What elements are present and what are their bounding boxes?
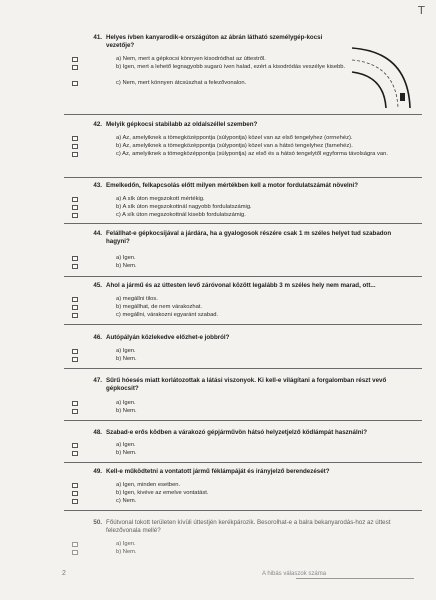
option-text: c) Nem, mert könnyen átcsúszhat a felezővonalon. [116,80,247,86]
options-44 [0,255,436,271]
option [0,482,436,490]
option-text: a) Igen. [116,348,136,354]
divider [64,462,422,463]
option-text: a) A sík úton megszokott mértékig. [116,196,205,202]
option [0,204,436,212]
options-49 [0,482,436,506]
answer-checkbox[interactable] [72,491,78,496]
answer-checkbox[interactable] [72,256,78,261]
options-50 [0,541,436,557]
option-text: c) Nem. [116,498,137,504]
wrong-answers-label: A hibás válaszok száma [262,571,327,577]
answer-checkbox[interactable] [72,349,78,354]
divider [64,177,422,178]
answer-checkbox[interactable] [72,451,78,456]
question-number: 47. [93,377,102,384]
option-text: c) Az, amelyiknek a tömegközéppontja (súlypontja) az első és a hátsó tengelytől egyforma távolságra van. [116,151,388,157]
answer-checkbox[interactable] [72,499,78,504]
question-text: Emelkedőn, felkapcsolás előtt milyen mértékben kell a motor fordulatszámát növelni? [106,182,359,189]
answer-checkbox[interactable] [72,305,78,310]
divider [64,324,422,325]
answer-checkbox[interactable] [72,81,78,86]
question-text: Szabad-e erős ködben a várakozó gépjárművön hátsó helyzetjelző ködlámpát használni? [106,429,367,436]
answer-checkbox[interactable] [72,152,78,157]
question-text: Főútvonal tokott területen kívüli úttestjén kerékpározik. Besorolhat-e a balra bekanyarodás-hoz az úttest felezővonala mellé? [106,519,391,534]
score-line[interactable] [296,578,414,579]
option [0,348,436,356]
question-number: 48. [93,429,102,436]
page-number: 2 [62,570,66,577]
option-text: c) megállni, várakozni egyaránt szabad. [116,312,219,318]
answer-checkbox[interactable] [72,443,78,448]
question-number: 41. [93,34,102,41]
answer-checkbox[interactable] [72,213,78,218]
option [0,541,436,549]
question-text: Felállhat-e gépkocsijával a járdára, ha a gyalogosok részére csak 1 m széles helyet tud szabadon hagyni? [106,230,392,245]
option [0,400,436,408]
options-43 [0,196,436,220]
option [0,312,436,320]
option-text: a) Igen. [116,442,136,448]
option [0,408,436,416]
divider [64,276,422,277]
question-text: Kell-e működtetni a vontatott jármű féklámpáját és irányjelző berendezését? [106,468,330,475]
page-footer [0,566,436,586]
options-46 [0,348,436,364]
option-text: a) Igen. [116,541,136,547]
answer-checkbox[interactable] [72,197,78,202]
answer-checkbox[interactable] [72,401,78,406]
corner-mark: T [418,4,425,17]
question-number: 46. [93,334,102,341]
option [0,296,436,304]
option-text: a) Igen. [116,255,136,261]
option-text: b) Igen, kivéve az emelve vontatást. [116,490,209,496]
answer-checkbox[interactable] [72,57,78,62]
question-text: Ahol a jármű és az úttesten levő záróvonal között legalább 3 m széles hely nem marad, ott... [106,282,376,289]
answer-checkbox[interactable] [72,65,78,70]
option-text: a) Igen. [116,400,136,406]
question-number: 43. [93,182,102,189]
option [0,498,436,506]
question-text: Melyik gépkocsi stabilabb az oldalszéllel szemben? [106,121,258,128]
question-number: 44. [93,230,102,237]
question-number: 50. [93,519,102,526]
answer-checkbox[interactable] [72,542,78,547]
question-text: Sűrű hóesés miatt korlátozottak a látási viszonyok. Ki kell-e világítani a forgalomban részt vevő gépkocsit? [106,377,387,392]
option [0,263,436,271]
option [0,135,436,143]
option-text: a) Nem, mert a gépkocsi könnyen kisodródhat az úttestről. [116,56,266,62]
option-text: b) megállhat, de nem várakozhat. [116,304,203,310]
answer-checkbox[interactable] [72,205,78,210]
divider [64,510,422,511]
answer-checkbox[interactable] [72,136,78,141]
option [0,143,436,151]
answer-checkbox[interactable] [72,550,78,555]
option-text: b) Nem. [116,408,137,414]
option-text: b) Nem. [116,549,137,555]
option [0,490,436,498]
option-text: b) Nem. [116,450,137,456]
option-text: a) Igen, minden esetben. [116,482,181,488]
option-text: a) megállni tilos. [116,296,158,302]
option [0,151,436,167]
option-text: b) Nem. [116,356,137,362]
option-text: b) Nem. [116,263,137,269]
option [0,196,436,204]
question-number: 45. [93,282,102,289]
option [0,442,436,450]
option [0,212,436,220]
options-45 [0,296,436,320]
divider [64,368,422,369]
question-number: 49. [93,468,102,475]
answer-checkbox[interactable] [72,483,78,488]
divider [64,420,422,421]
divider [64,223,422,224]
answer-checkbox[interactable] [72,264,78,269]
answer-checkbox[interactable] [72,144,78,149]
options-42 [0,135,436,167]
answer-checkbox[interactable] [72,313,78,318]
option [0,356,436,364]
option-text: b) Az, amelyiknek a tömegközéppontja (súlypontja) közel van a hátsó tengelyhez (farnehéz). [116,143,353,149]
question-text: Autópályán közlekedve előzhet-e jobbról? [106,334,230,341]
curve-road-diagram [350,46,414,110]
car-icon [400,93,405,101]
option-text: b) Igen, mert a lehető legnagyobb sugarú íven halad, ezért a kisodródás veszélye kisebb. [116,64,346,70]
option [0,549,436,557]
option-text: b) A sík úton megszokottnál nagyobb fordulatszámig. [116,204,252,210]
answer-checkbox[interactable] [72,357,78,362]
option [0,450,436,458]
question-text: Helyes ívben kanyarodik-e országúton az ábrán látható személygép-kocsi vezetője? [106,34,323,49]
option-text: c) A sík úton megszokottnál kisebb fordulatszámig. [116,212,246,218]
options-47 [0,400,436,416]
answer-checkbox[interactable] [72,409,78,414]
options-48 [0,442,436,458]
answer-checkbox[interactable] [72,297,78,302]
divider [64,114,422,115]
option-text: a) Az, amelyiknek a tömegközéppontja (súlypontja) közel van az első tengelyhez (orrnehéz). [116,135,353,141]
question-number: 42. [93,121,102,128]
option [0,304,436,312]
option [0,255,436,263]
